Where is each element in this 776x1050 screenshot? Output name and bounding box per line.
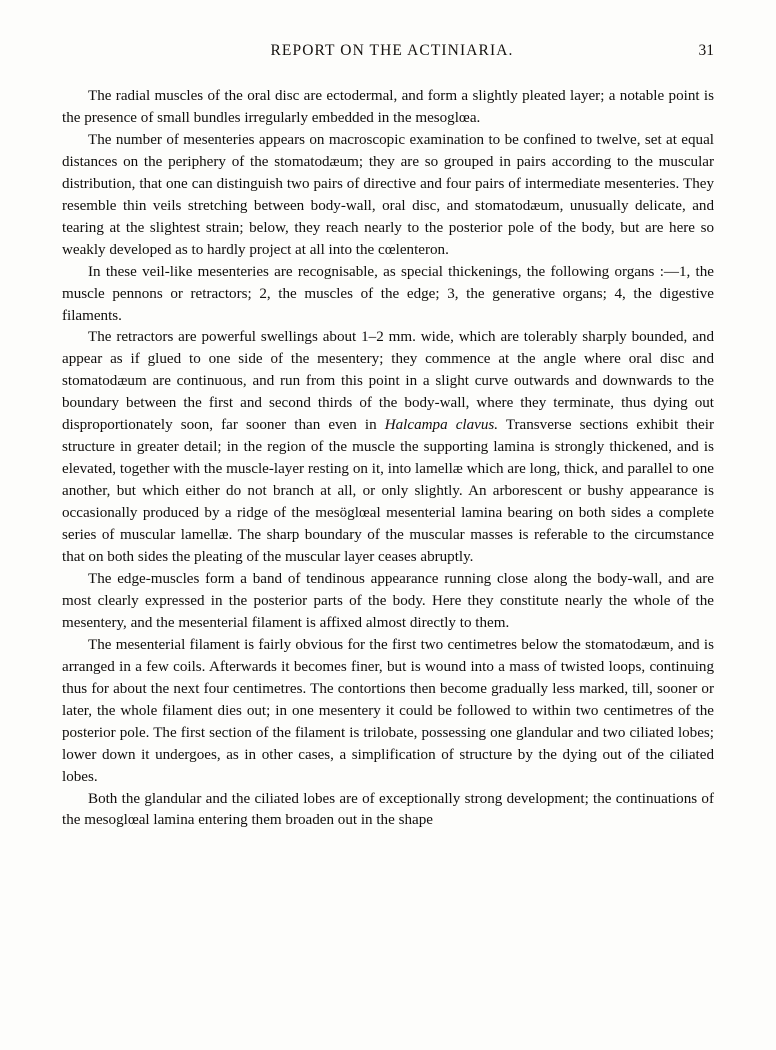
- paragraph: The retractors are powerful swellings about 1–2 mm. wide, which are tolerably sharply bounded, and appear as if glued to one side of the mesentery; they commence at the angle where oral disc and stomatodæum are continuous, and run from this point in a slight curve outwards and downwards to the boundary between the first and second thirds of the body-wall, where they terminate, thus dying out disproportionately soon, far sooner than even in Halcampa clavus. Transverse sections exhibit their structure in greater detail; in the region of the muscle the supporting lamina is strongly thickened, and is elevated, together with the muscle-layer resting on it, into lamellæ which are long, thick, and parallel to one another, but which either do not branch at all, or only slightly. An arborescent or bushy appearance is occasionally produced by a ridge of the mesöglœal mesenterial lamina bearing on both sides a complete series of muscular lamellæ. The sharp boundary of the muscular masses is referable to the circumstance that on both sides the pleating of the muscular layer ceases abruptly.: [62, 329, 714, 566]
- paragraph: Both the glandular and the ciliated lobes are of exceptionally strong development; the continuations of the mesoglœal lamina entering them broaden out in the shape: [62, 790, 714, 829]
- page-number: 31: [698, 42, 714, 59]
- page-header: [62, 42, 714, 72]
- paragraph: In these veil-like mesenteries are recognisable, as special thickenings, the following organs :—1, the muscle pennons or retractors; 2, the muscles of the edge; 3, the generative organs; 4, the digestive filaments.: [62, 263, 714, 324]
- running-head: REPORT ON THE ACTINIARIA.: [270, 42, 514, 59]
- paragraph: The edge-muscles form a band of tendinous appearance running close along the body-wall, and are most clearly expressed in the posterior parts of the body. Here they constitute nearly the whole of the mesentery, and the mesenterial filament is affixed almost directly to them.: [62, 570, 714, 631]
- italic-species-name: Halcampa clavus.: [384, 417, 499, 434]
- body-text: [62, 86, 714, 832]
- paragraph: The radial muscles of the oral disc are ectodermal, and form a slightly pleated layer; a notable point is the presence of small bundles irregularly embedded in the mesoglœa.: [62, 88, 714, 126]
- paragraph: The mesenterial filament is fairly obvious for the first two centimetres below the stomatodæum, and is arranged in a few coils. Afterwards it becomes finer, but is wound into a mass of twisted loops, continuing thus for about the next four centimetres. The contortions then become gradually less marked, till, sooner or later, the whole filament dies out; in one mesentery it could be followed to within two centimetres of the posterior pole. The first section of the filament is trilobate, possessing one glandular and two ciliated lobes; lower down it undergoes, as in other cases, a simplification of structure by the dying out of the ciliated lobes.: [62, 636, 714, 785]
- paragraph: The number of mesenteries appears on macroscopic examination to be confined to twelve, set at equal distances on the periphery of the stomatodæum; they are so grouped in pairs according to the muscular distribution, that one can distinguish two pairs of directive and four pairs of intermediate mesenteries. They resemble thin veils stretching between body-wall, oral disc, and stomatodæum, unusually delicate, and tearing at the slightest strain; below, they reach nearly to the posterior pole of the body, but are here so weakly developed as to hardly project at all into the cœlenteron.: [62, 131, 714, 258]
